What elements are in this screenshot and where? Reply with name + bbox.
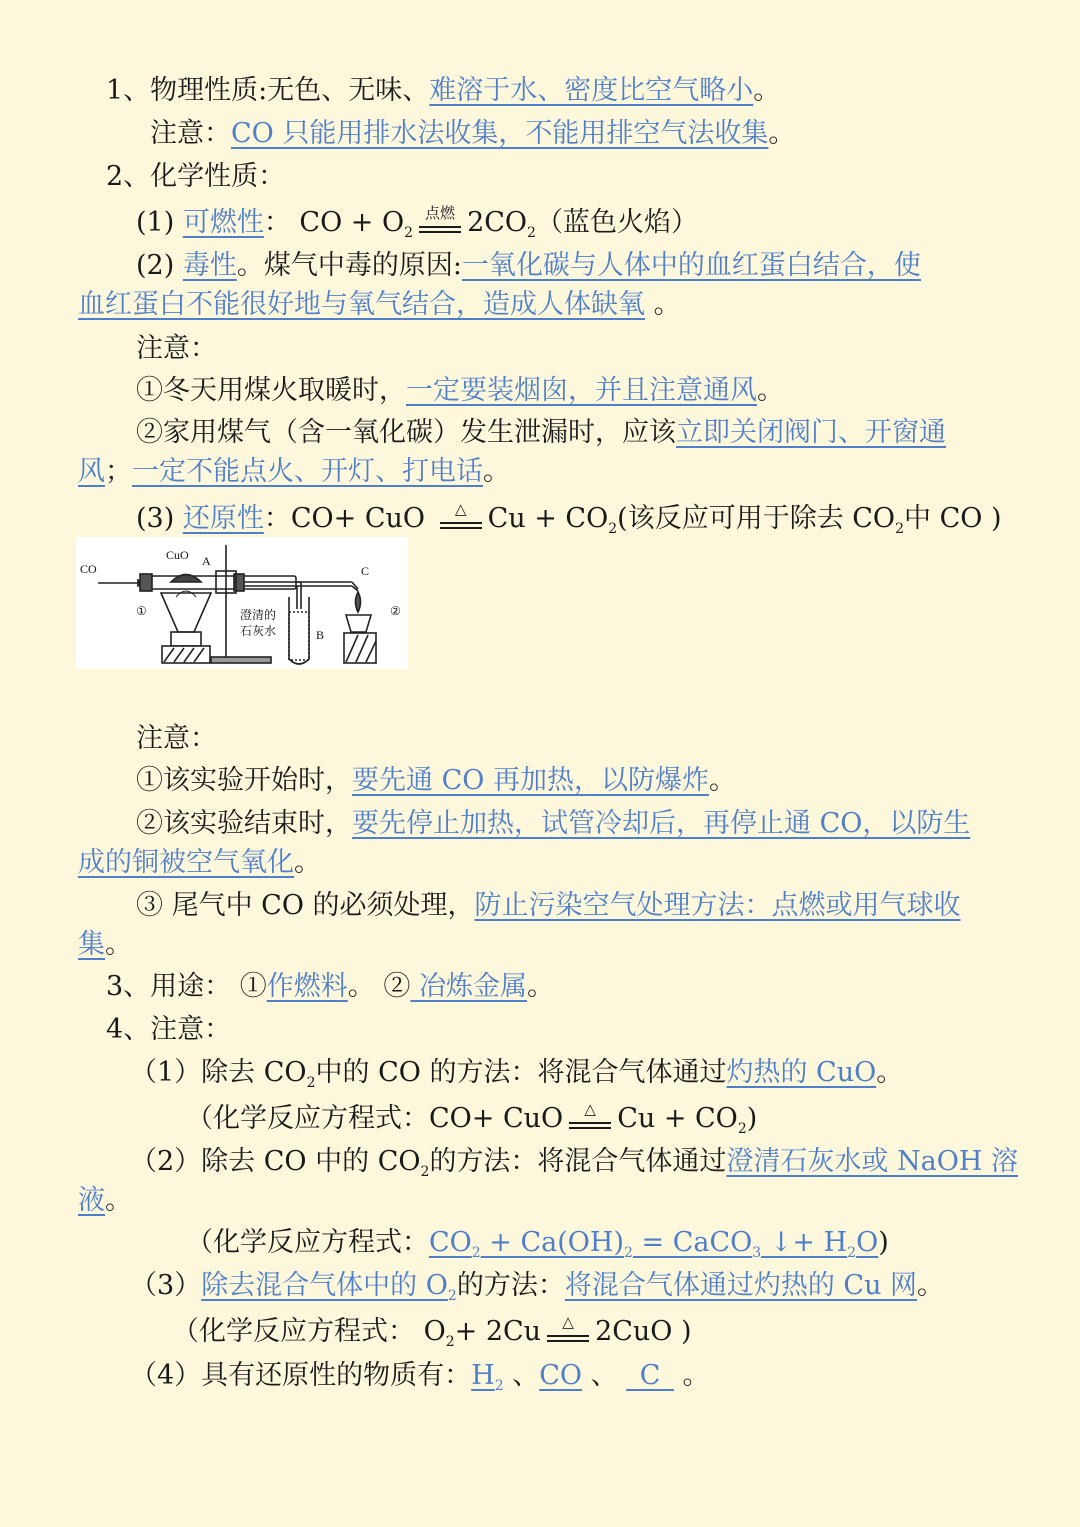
label-lamp-1: ① [136, 604, 147, 618]
apparatus-drawing [76, 537, 408, 669]
answer-collection: CO 只能用排水法收集，不能用排空气法收集 [231, 118, 769, 149]
line-note-leak-cont: 风；一定不能点火、开灯、打电话。 [78, 456, 510, 487]
line-note-collection: 注意：CO 只能用排水法收集，不能用排空气法收集。 [150, 118, 796, 149]
label-co: CO [80, 562, 97, 576]
line-note-exhaust: ③ 尾气中 CO 的必须处理，防止污染空气处理方法：点燃或用气球收 [136, 890, 961, 921]
reaction-arrow-heat: △ [545, 1318, 591, 1348]
line-equation-1: （化学反应方程式：CO+ CuO △ $Cu + CO_2$) [186, 1099, 758, 1137]
reaction-arrow-ignite: 点燃 [417, 209, 463, 239]
heading-chemical-properties: 2、化学性质： [106, 161, 286, 192]
line-toxicity-cont: 血红蛋白不能很好地与氧气结合，造成人体缺氧 。 [78, 289, 681, 320]
reaction-arrow-heat: △ [567, 1105, 613, 1135]
label-a: A [202, 554, 211, 568]
note-label-1: 注意： [136, 333, 217, 364]
label-c: C [361, 564, 370, 578]
note-label-2: 注意： [136, 723, 217, 754]
line-combustibility: (1) 可燃性： CO + $O_2$ 点燃 $2CO_2$（蓝色火焰） [136, 203, 698, 241]
line-note-end-cont: 成的铜被空气氧化。 [78, 847, 321, 878]
label-b: B [316, 628, 325, 642]
line-uses: 3、用途： ①作燃料。 ② 冶炼金属。 [106, 971, 554, 1002]
apparatus-diagram [76, 537, 408, 669]
reaction-arrow-heat: △ [438, 505, 484, 535]
line-note-exhaust-cont: 集。 [78, 929, 132, 960]
label-limewater-1: 澄清的 [240, 608, 277, 622]
line-remove-co2-cont: 液。 [78, 1185, 132, 1216]
label-lamp-2: ② [390, 604, 401, 618]
label-cuo: CuO [166, 548, 189, 562]
line-equation-2: （化学反应方程式：$CO_2 + Ca(OH)_2$ = CaCO$_3$ ↓+ $H_2O$) [186, 1227, 889, 1261]
line-equation-3: （化学反应方程式： $O_2+ 2Cu$ △ 2CuO ) [172, 1312, 692, 1350]
line-reducing-agents: （4）具有还原性的物质有：$H_2$ 、CO 、 _C_ 。 [130, 1360, 710, 1394]
line-remove-o2: （3）除去混合气体中的 $O_2$的方法：将混合气体通过灼热的 Cu 网。 [130, 1270, 945, 1304]
line-toxicity: (2) 毒性。煤气中毒的原因:一氧化碳与人体中的血红蛋白结合，使 [136, 250, 921, 281]
line-physical-properties: 1、物理性质:无色、无味、难溶于水、密度比空气略小。 [106, 75, 781, 106]
line-note-end: ②该实验结束时，要先停止加热，试管冷却后，再停止通 CO，以防生 [136, 808, 971, 839]
line-note-start: ①该实验开始时，要先通 CO 再加热，以防爆炸。 [136, 765, 736, 796]
line-remove-co: （1）除去 $CO_2$中的 CO 的方法：将混合气体通过灼热的 CuO。 [130, 1057, 904, 1091]
line-reducibility: (3) 还原性：CO+ CuO △ $Cu + CO_2$(该反应可用于除去 $CO_2$中 CO ) [136, 499, 1002, 537]
line-remove-co2: （2）除去 CO 中的 $CO_2$的方法：将混合气体通过澄清石灰水或 NaOH 溶 [130, 1146, 1019, 1180]
line-note-winter: ①冬天用煤火取暖时，一定要装烟囱，并且注意通风。 [136, 375, 784, 406]
heading-notes: 4、注意： [106, 1014, 232, 1045]
line-note-leak: ②家用煤气（含一氧化碳）发生泄漏时，应该立即关闭阀门、开窗通 [136, 417, 946, 448]
label-limewater-2: 石灰水 [240, 624, 277, 638]
answer-physical: 难溶于水、密度比空气略小 [429, 75, 754, 106]
